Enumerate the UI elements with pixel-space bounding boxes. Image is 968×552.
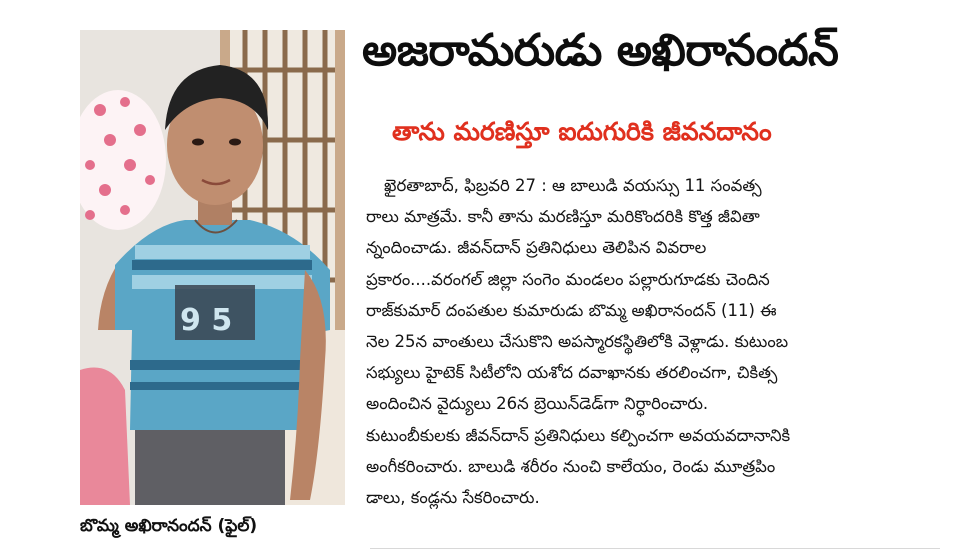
body-line: అందించిన వైద్యులు 26న బ్రెయిన్‌డెడ్‌గా నిర్ధారించారు. [366, 394, 709, 414]
shirt-print: 9 5 [180, 303, 233, 338]
body-line: రాలు మాత్రమే. కానీ తాను మరణిస్తూ మరికొందరికి కొత్త జీవితా [366, 207, 760, 227]
body-line: నెల 25న వాంతులు చేసుకొని అపస్మారకస్థితిలోకి వెళ్లాడు. కుటుంబ [366, 331, 789, 351]
boy-photo [80, 30, 345, 505]
subheadline: తాను మరణిస్తూ ఐదుగురికి జీవనదానం [392, 117, 772, 146]
article-body [366, 170, 936, 513]
body-line: అంగీకరించారు. బాలుడి శరీరం నుంచి కాలేయం, రెండు మూత్రపిం [366, 456, 776, 476]
body-line: సభ్యులు హైటెక్ సిటీలోని యశోద దవాఖానకు తరలించగా, చికిత్స [366, 363, 778, 383]
body-line: కుటుంబీకులకు జీవన్‌దాన్ ప్రతినిధులు కల్పించగా అవయవదానానికి [366, 425, 791, 445]
body-line: న్నందించాడు. జీవన్‌దాన్ ప్రతినిధులు తెలిపిన వివరాల [366, 238, 707, 258]
photo-caption: బొమ్మ అఖిరానందన్ (ఫైల్) [80, 516, 258, 536]
headline: అజరామరుడు అఖిరానందన్ [362, 25, 839, 76]
body-line: డాలు, కండ్లను సేకరించారు. [366, 487, 540, 507]
body-line: ప్రకారం....వరంగల్ జిల్లా సంగెం మండలం పల్లారుగూడకు చెందిన [366, 269, 770, 289]
body-line: రాజ్‌కుమార్ దంపతుల కుమారుడు బొమ్మ అఖిరానందన్ (11) ఈ [366, 300, 777, 320]
body-line: ఖైరతాబాద్, ఫిబ్రవరి 27 : ఆ బాలుడి వయస్సు 11 సంవత్స [384, 176, 762, 195]
bottom-divider [370, 548, 940, 549]
